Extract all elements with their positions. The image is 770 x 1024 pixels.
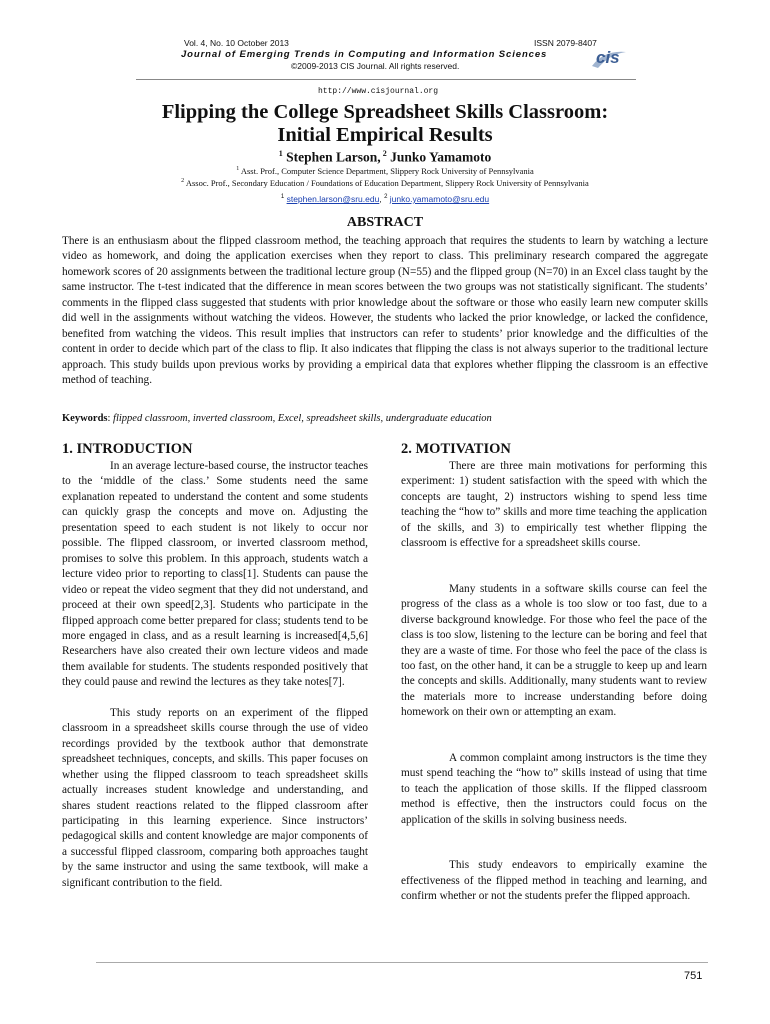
motivation-paragraph-4: This study endeavors to empirically examine the effectiveness of the flipped method in teaching and learning, and confirm whether or not the students prefer the flipped approach. <box>401 859 707 902</box>
section-introduction-heading: 1. INTRODUCTION <box>62 441 193 457</box>
paper-title <box>0 101 770 147</box>
issn: ISSN 2079-8407 <box>534 38 597 48</box>
keywords-colon: : <box>107 413 114 424</box>
affiliation-1-sup: 1 <box>236 166 240 173</box>
affiliation-1-text: Asst. Prof., Computer Science Department, Slippery Rock University of Pennsylvania <box>239 166 534 176</box>
keywords-text: flipped classroom, inverted classroom, Excel, spreadsheet skills, undergraduate education <box>113 413 492 424</box>
email-link-2[interactable]: junko.yamamoto@sru.edu <box>389 194 490 204</box>
affiliation-2 <box>0 178 770 188</box>
author-2-sup: 2 <box>380 149 387 158</box>
title-line-2: Initial Empirical Results <box>277 124 493 146</box>
journal-url[interactable]: http://www.cisjournal.org <box>318 87 439 96</box>
affiliation-2-sup: 2 <box>181 178 185 185</box>
cis-logo <box>590 46 628 74</box>
motivation-paragraph-1: There are three main motivations for performing this experiment: 1) student satisfaction with the speed with which the concepts are taught, 2) instructors wishing to spend less time teaching the “how to” skills and more time teaching the application of the skills, and 3) to empirically test whether flipping the classroom is effective for a spreadsheet skills course. <box>401 460 707 550</box>
page-number: 751 <box>684 970 703 982</box>
section-motivation-heading: 2. MOTIVATION <box>401 441 511 457</box>
motivation-paragraph-2: Many students in a software skills course can feel the progress of the class as a whole is too slow or too fast, due to a diverse background knowledge. For those who feel the pace of the class is too slow, listening to the lecture can be boring and feel that they are a waste of time. For those who feel the pace of the class is too fast, on the other hand, it can be a struggle to keep up and learn the concepts and skills. Additionally, many students want to review the materials more to increase understanding before doing homework on their own or attempting an exam. <box>401 582 707 719</box>
footer-rule <box>96 962 708 963</box>
title-line-1: Flipping the College Spreadsheet Skills Classroom: <box>161 101 609 123</box>
author-1-sup: 1 <box>278 149 283 158</box>
intro-paragraph-1: In an average lecture-based course, the instructor teaches to the ‘middle of the class.’ Some students need the same explanation repeated to understand the content and some students can quickly grasp the concepts and move on. Adjusting the presentation speed to each student is not likely to occur nor possible. The flipped classroom, or inverted classroom method, promises to solve this problem. In this approach, students watch a lecture video prior to reporting to class[1]. Students can pause the video or repeat the video segment that they did not understand, and proceed at their own speed[2,3]. Students who participate in the flipped approach come better prepared for class; students tend to be more engaged in class, and as a result learning is increased[4,5,6] Researchers have also created their own lecture videos and made them available for students. The students responded positively that they could pause and rewind the lectures as they take notes[7]. <box>62 460 368 689</box>
copyright: ©2009-2013 CIS Journal. All rights reserved. <box>291 61 460 71</box>
introduction-body <box>62 459 368 891</box>
motivation-body <box>401 459 707 904</box>
cis-logo-text: cis <box>596 48 620 67</box>
affiliation-1 <box>0 166 770 176</box>
email-2-sup: 2 <box>384 194 388 201</box>
email-link-1[interactable]: stephen.larson@sru.edu <box>286 194 380 204</box>
keywords-label: Keywords <box>62 413 108 424</box>
author-emails <box>0 194 770 204</box>
email-separator: , <box>379 194 385 204</box>
author-2: Junko Yamamoto <box>386 149 492 165</box>
journal-name: Journal of Emerging Trends in Computing and Information Sciences <box>181 49 548 60</box>
intro-paragraph-2: This study reports on an experiment of the flipped classroom in a spreadsheet skills course through the use of video recordings provided by the textbook author that demonstrate spreadsheet techniques, concepts, and skills. This paper focuses on whether using the flipped classroom to teach spreadsheet skills actually increases student knowledge and understanding, and shares student reactions related to the flipped classroom after participating in this learning experience. Since instructors’ pedagogical skills and content knowledge are major components of a successful flipped classroom, comparing both approaches taught by the same instructor and using the same textbook, will make a significant contribution to the field. <box>62 706 368 889</box>
motivation-paragraph-3: A common complaint among instructors is the time they must spend teaching the “how to” skills instead of using that time to teach the application of those skills. If the flipped classroom method is effective, then the instructors could focus on the application of the skills in solving business needs. <box>401 751 707 826</box>
volume-info: Vol. 4, No. 10 October 2013 <box>184 38 289 48</box>
authors <box>0 149 770 166</box>
abstract-heading: ABSTRACT <box>346 215 424 230</box>
header-rule <box>136 79 636 80</box>
email-1-sup: 1 <box>280 194 285 201</box>
affiliation-2-text: Assoc. Prof., Secondary Education / Foundations of Education Department, Slippery Rock University of Pennsylvania <box>184 178 589 188</box>
keywords <box>62 413 708 424</box>
abstract-text: There is an enthusiasm about the flipped classroom method, the teaching approach that requires the students to learn by watching a lecture video as homework, and doing the application exercises when they report to class. This preliminary research compared the aggregate homework scores of 20 assignments between the traditional lecture group (N=55) and the flipped group (N=70) in an Excel class taught by the same instructor. The t-test indicated that the difference in mean scores between the two groups was not statistically significant. The students’ comments in the flipped class suggested that students with prior knowledge about the software or those who easily learn new computer skills did well in the assignments without watching the videos. However, the students who lacked the prior knowledge, or lacked the confidence, benefited from watching the videos. This result implies that instructors can refer to students’ prior knowledge and the difficulties of the content in order to decide which part of the class to flip. It also indicates that flipping the class is not always superior to the traditional lecture approach. This study builds upon previous works by providing a empirical data that explores whether flipping the classroom is an effective method of teaching. <box>62 235 708 387</box>
author-1: Stephen Larson, <box>282 149 381 165</box>
